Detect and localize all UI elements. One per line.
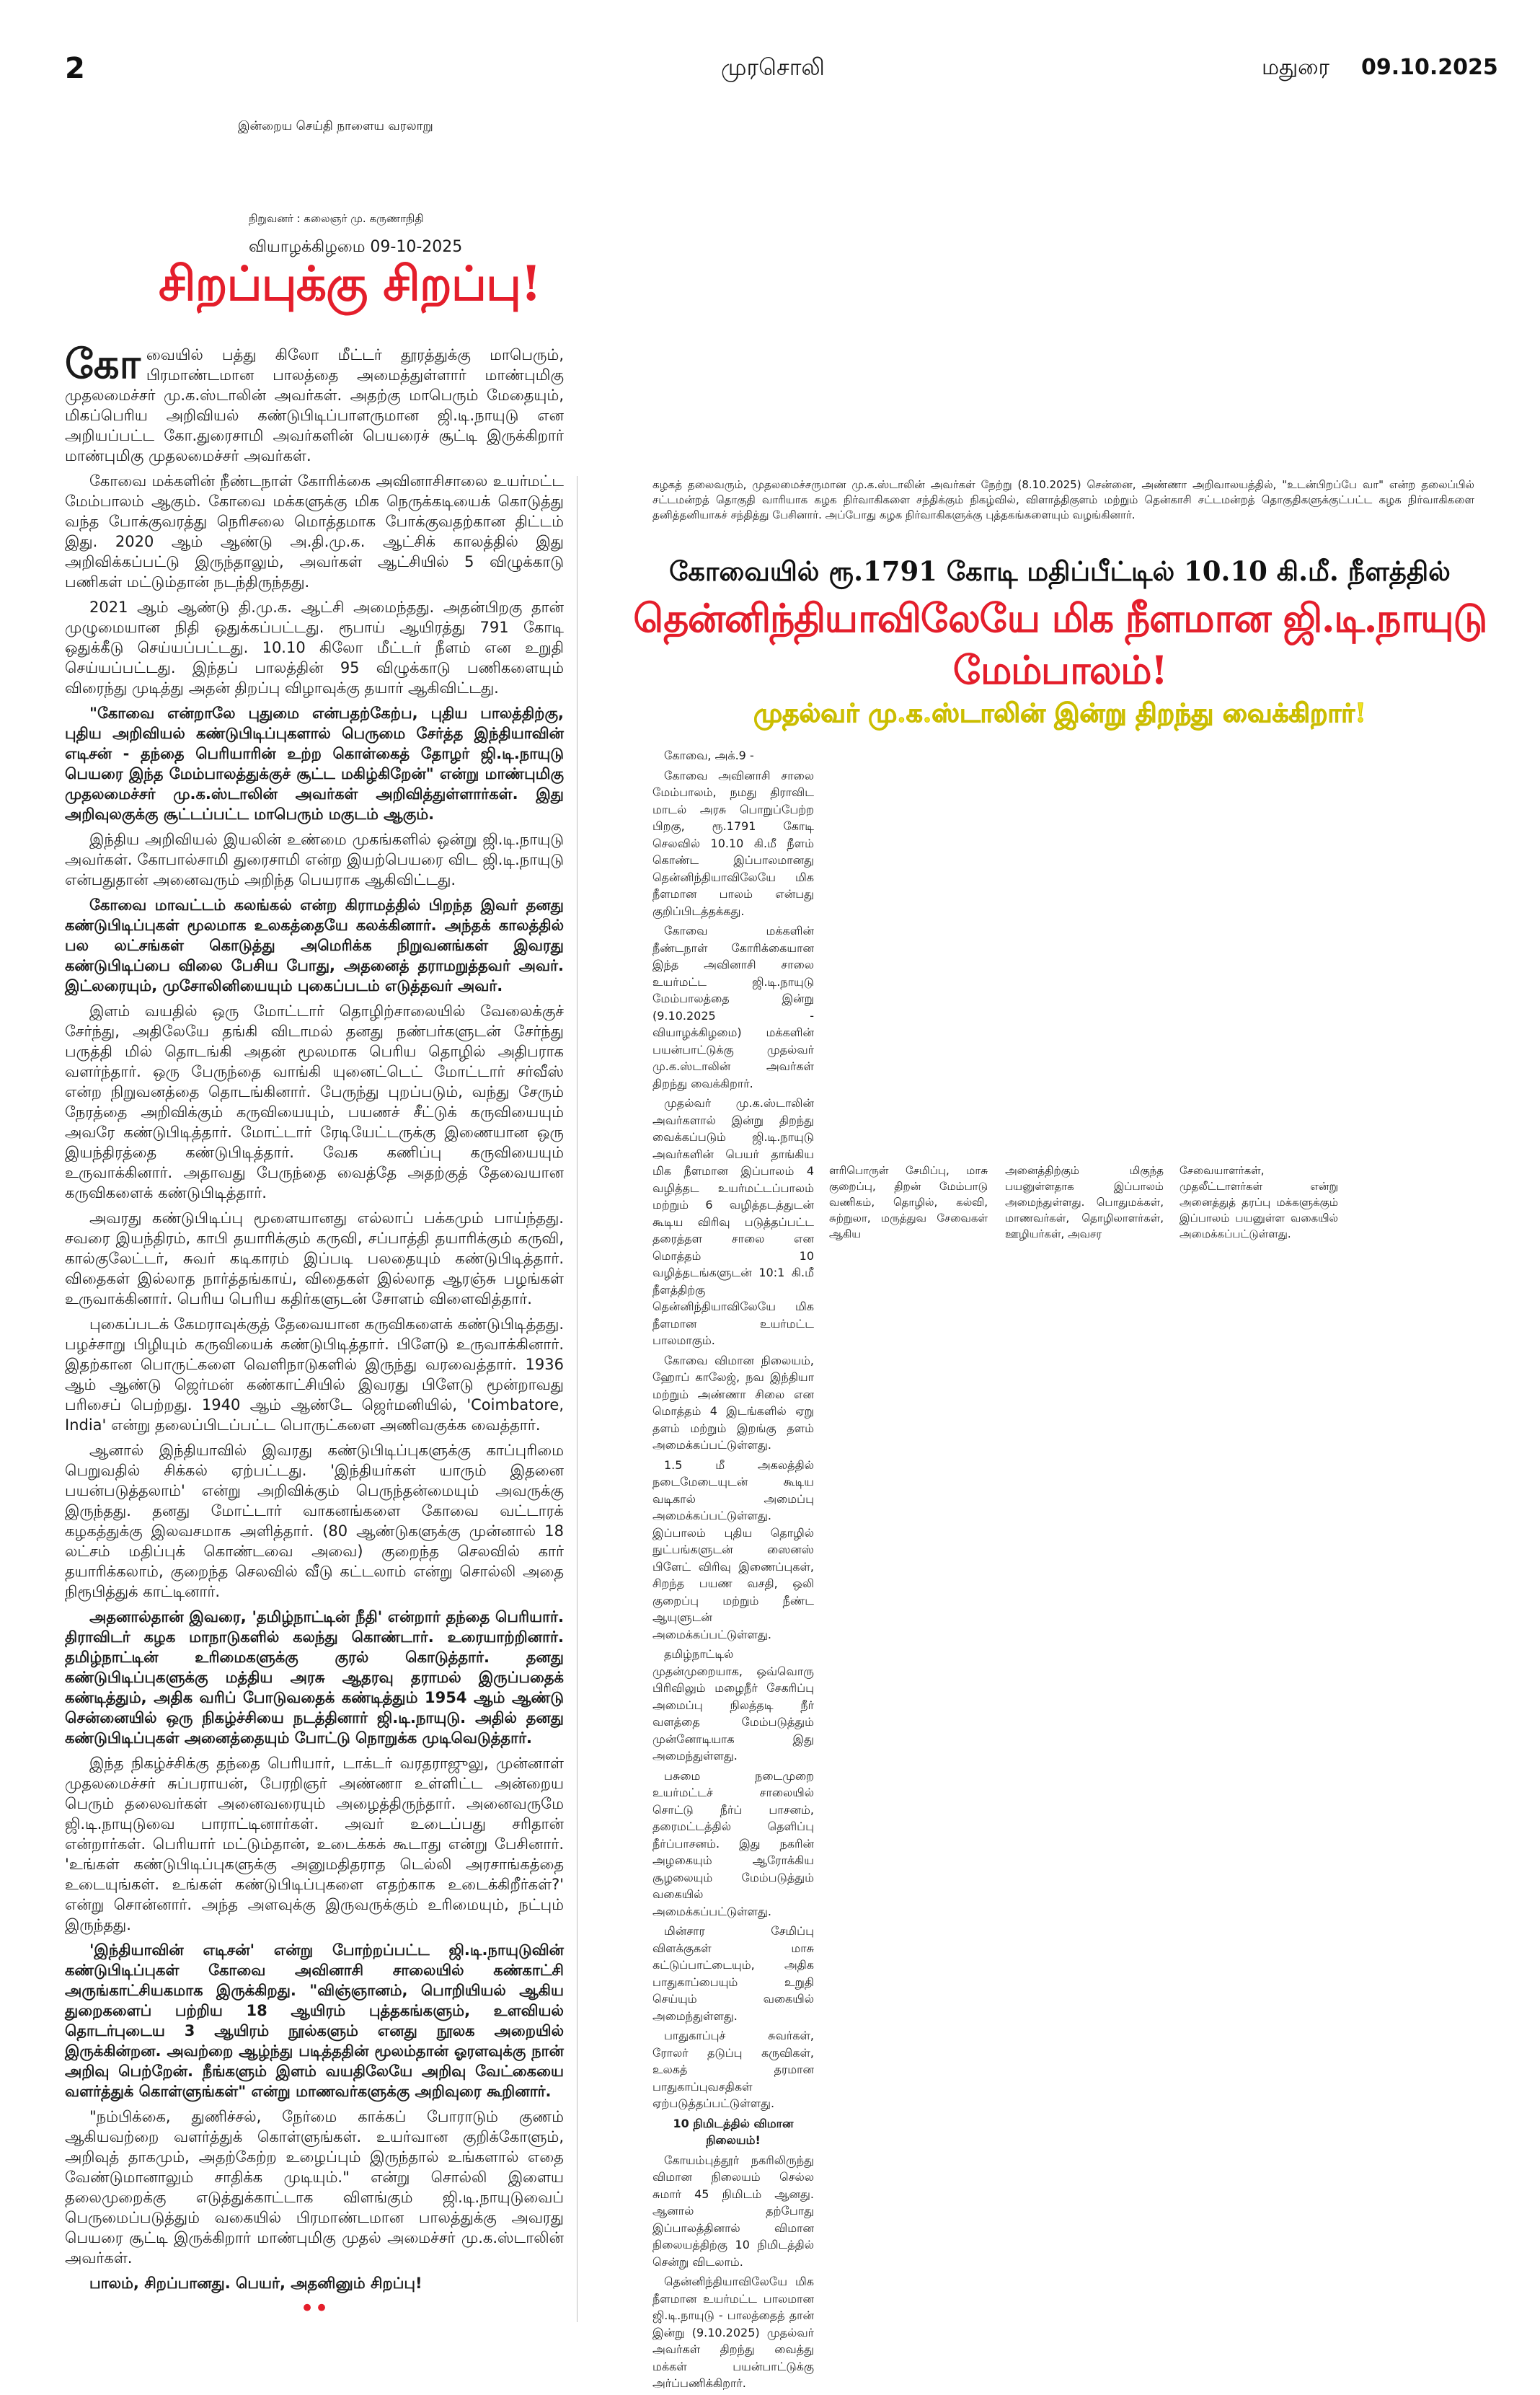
dropcap: கோ — [65, 341, 141, 388]
news-column-paragraph: 1.5 மீ அகலத்தில் நடைமேடையுடன் கூடிய வடிகால் அமைப்பு அமைக்கப்பட்டுள்ளது. இப்பாலம் புதிய தொழில் நுட்பங்களுடன் ஸைனஸ் பிளேட் விரிவு இணைப்புகள், சிறந்த பயண வசதி, ஒலி குறைப்பு மற்றும் நீண்ட ஆயுளுடன் அமைக்கப்பட்டுள்ளது. — [652, 1457, 814, 1641]
short-col-1: ளரிபொருள் சேமிப்பு, மாசு குறைப்பு, திறன் மேம்பாடு வணிகம், தொழில், கல்வி, சுற்றுலா, மருத்துவ சேவைகள் ஆகிய — [829, 1164, 988, 1240]
editorial-paragraph: "நம்பிக்கை, துணிச்சல், நேர்மை காக்கப் போராடும் குணம் ஆகியவற்றை வளர்த்துக் கொள்ளுங்கள். உயர்வான குறிக்கோளும், அறிவுத் தாகமும், அதற்கேற்ற உழைப்பும் இருந்தால் உங்களால் எதை வேண்டுமானாலும் சாதிக்க முடியும்." என்று சொல்லி இளைய தலைமுறைக்கு எடுத்துக்காட்டாக விளங்கும் ஜி.டி.நாயுடுவைப் பெருமைப்படுத்தும் வகையில் பிரமாண்டமான பாலத்துக்கு அவரது பெயரை சூட்டி இருக்கிறார் மாண்புமிகு முதல் அமைச்சர் மு.க.ஸ்டாலின் அவர்கள். — [65, 2108, 564, 2267]
founder-line: நிறுவனர் : கலைஞர் மு. கருணாநிதி — [249, 212, 424, 225]
tagline: இன்றைய செய்தி நாளைய வரலாறு — [238, 119, 433, 133]
news-column-paragraph: கோவை மக்களின் நீண்டநாள் கோரிக்கையான இந்த அவினாசி சாலை உயர்மட்ட ஜி.டி.நாயுடு மேம்பாலத்தை இன்று (9.10.2025 - வியாழக்கிழமை) மக்களின் பயன்பாட்டுக்கு முதல்வர் மு.க.ஸ்டாலின் அவர்கள் திறந்து வைக்கிறார். — [652, 924, 814, 1090]
editorial-first-paragraph — [65, 341, 564, 466]
column-divider — [577, 476, 578, 2322]
editorial-paragraph: ஆனால் இந்தியாவில் இவரது கண்டுபிடிப்புகளுக்கு காப்புரிமை பெறுவதில் சிக்கல் ஏற்பட்டது. 'இந்தியர்கள் யாரும் இதனை பயன்படுத்தலாம்' என்று அறிவிக்கும் பெருந்தன்மையும் அவருக்கு இருந்தது. தனது மோட்டார் வாகனங்களை கோவை வட்டாரக் கழகத்துக்கு இலவசமாக அளித்தார். (80 ஆண்டுகளுக்கு முன்னால் 18 லட்சம் மதிப்புக் கொண்டவை அவை) குறைந்த செலவில் கார் தயாரிக்கலாம், குறைந்த செலவில் வீடு கட்டலாம் என்று சொல்லி அதை நிரூபித்துக் காட்டினார். — [65, 1442, 564, 1600]
news-column-paragraph: பாதுகாப்புச் சுவர்கள், ரோலர் தடுப்பு கருவிகள், உலகத் தரமான பாதுகாப்புவசதிகள் ஏற்படுத்தப்பட்டுள்ளது. — [652, 2029, 814, 2110]
news-column-paragraph: பசுமை நடைமுறை உயர்மட்டச் சாலையில் சொட்டு நீர்ப் பாசனம், தரைமட்டத்தில் தெளிப்பு நீர்ப்பாசனம். இது நகரின் அழகையும் ஆரோக்கிய சூழலையும் மேம்படுத்தும் வகையில் அமைக்கப்பட்டுள்ளது. — [652, 1768, 814, 1918]
editorial-paragraph: "கோவை என்றாலே புதுமை என்பதற்கேற்ப, புதிய பாலத்திற்கு, புதிய அறிவியல் கண்டுபிடிப்புகளால் பெருமை சேர்த்த இந்தியாவின் எடிசன் - தந்தை பெரியாரின் உற்ற கொள்கைத் தோழர் ஜி.டி.நாயுடு பெயரை இந்த மேம்பாலத்துக்குச் சூட்ட மகிழ்கிறேன்" என்று மாண்புமிகு முதலமைச்சர் மு.க.ஸ்டாலின் அவர்கள் அறிவித்துள்ளார்கள். இது அறிவுலகுக்கு சூட்டப்பட்ட மாபெரும் மகுடம் ஆகும். — [65, 705, 564, 823]
editorial-paragraph: கோவை மாவட்டம் கலங்கல் என்ற கிராமத்தில் பிறந்த இவர் தனது கண்டுபிடிப்புகள் மூலமாக உலகத்தையே கலக்கினார். அந்தக் காலத்தில் பல லட்சங்கள் கொடுத்து அமெரிக்க நிறுவனங்கள் இவரது கண்டுபிடிப்பை விலை பேசிய போது, அதனைத் தராமறுத்தவர் அவர். இட்லரையும், முசோலினியையும் புகைப்படம் எடுத்தவர் அவர். — [65, 896, 564, 994]
news-column-paragraph: மின்சார சேமிப்பு விளக்குகள் மாசு கட்டுப்பாட்டையும், அதிக பாதுகாப்பையும் உறுதி செய்யும் வகையில் அமைந்துள்ளது. — [652, 1924, 814, 2023]
paper-name: முரசொலி — [721, 53, 825, 81]
editorial-paragraph: இந்திய அறிவியல் இயலின் உண்மை முகங்களில் ஒன்று ஜி.டி.நாயுடு அவர்கள். கோபால்சாமி துரைசாமி என்ற இயற்பெயரை விட ஜி.டி.நாயுடு என்பதுதான் அனைவரும் அறிந்த பெயராக ஆகிவிட்டது. — [65, 831, 564, 888]
news-column-subheading: 10 நிமிடத்தில் விமான நிலையம்! — [673, 2116, 794, 2147]
news-subhead: முதல்வர் மு.க.ஸ்டாலின் இன்று திறந்து வைக்கிறார்! — [753, 698, 1366, 728]
news-column-paragraph: கோவை, அக்.9 - — [664, 749, 754, 762]
issue-date: 09.10.2025 — [1361, 55, 1498, 80]
news-column-paragraph: கோவை விமான நிலையம், ஹோப் காலேஜ், நவ இந்தியா மற்றும் அண்ணா சிலை என மொத்தம் 4 இடங்களில் ஏறு தளம் மற்றும் இறங்கு தளம் அமைக்கப்பட்டுள்ளது. — [652, 1353, 814, 1452]
editorial-dateline: வியாழக்கிழமை 09-10-2025 — [249, 238, 463, 256]
editorial-body — [65, 341, 564, 2323]
page-number: 2 — [65, 52, 85, 85]
editorial-paragraph: கோவை மக்களின் நீண்டநாள் கோரிக்கை அவினாசிசாலை உயர்மட்ட மேம்பாலம் ஆகும். கோவை மக்களுக்கு மிக நெருக்கடியைக் கொடுத்து வந்த போக்குவரத்து நெரிசலை மொத்தமாக போக்குவதற்கான திட்டம் இது. 2020 ஆம் ஆண்டு அ.தி.மு.க. ஆட்சிக் காலத்தில் இது அறிவிக்கப்பட்டு இருந்தாலும், அவர்கள் ஆட்சியில் 5 விழுக்காடு பணிகள் மட்டும்தான் நடந்திருந்தது. — [65, 472, 564, 591]
news-column-paragraph: தென்னிந்தியாவிலேயே மிக நீளமான உயர்மட்ட பாலமான ஜி.டி.நாயுடு - பாலத்தைத் தான் இன்று (9.10.2025) முதல்வர் அவர்கள் திறந்து வைத்து மக்கள் பயன்பாட்டுக்கு அர்ப்பணிக்கிறார். — [652, 2275, 814, 2390]
news-column-paragraph: முதல்வர் மு.க.ஸ்டாலின் அவர்களால் இன்று திறந்து வைக்கப்படும் ஜி.டி.நாயுடு அவர்களின் பெயர் தாங்கிய மிக நீளமான இப்பாலம் 4 வழித்தட உயர்மட்டப்பாலம் மற்றும் 6 வழித்தடத்துடன் கூடிய விரிவு படுத்தப்பட்ட தரைத்தள சாலை என மொத்தம் 10 வழித்தடங்களுடன் 10:1 கி.மீ நீளத்திற்கு தென்னிந்தியாவிலேயே மிக நீளமான உயர்மட்ட பாலமாகும். — [652, 1096, 814, 1347]
short-col-3: சேவையாளர்கள், முதலீட்டாளர்கள் என்று அனைத்துத் தரப்பு மக்களுக்கும் இப்பாலம் பயனுள்ள வகையில் அமைக்கப்பட்டுள்ளது. — [1180, 1164, 1338, 1240]
editorial-paragraph: அவரது கண்டுபிடிப்பு மூளையானது எல்லாப் பக்கமும் பாய்ந்தது. சவரை இயந்திரம், காபி தயாரிக்கும் கருவி, சப்பாத்தி தயாரிக்கும் கருவி, கால்குலேட்டர், சுவர் கடிகாரம் இப்படி பலதையும் கண்டுபிடித்தார். விதைகள் இல்லாத நார்த்தங்காய், விதைகள் இல்லாத ஆரஞ்சு பழங்கள் உருவாக்கினார். பெரிய பெரிய கதிர்களுடன் சோளம் விளைவித்தார். — [65, 1209, 564, 1307]
news-column-paragraph: கோயம்புத்தூர் நகரிலிருந்து விமான நிலையம் செல்ல சுமார் 45 நிமிடம் ஆனது. ஆனால் தற்போது இப்பாலத்தினால் விமான நிலையத்திற்கு 10 நிமிடத்தில் சென்று விடலாம். — [652, 2153, 814, 2269]
editorial-paragraph: இந்த நிகழ்ச்சிக்கு தந்தை பெரியார், டாக்டர் வரதராஜுலு, முன்னாள் முதலமைச்சர் சுப்பராயன், பேரறிஞர் அண்ணா உள்ளிட்ட அன்றைய பெரும் தலைவர்கள் அனைவரையும் அழைத்திருந்தார். அனைவருமே ஜி.டி.நாயுடுவை பாராட்டினார்கள். அவர் உடைப்பது சரிதான் என்றார்கள். பெரியார் மட்டும்தான், உடைக்கக் கூடாது என்று பேசினார். 'உங்கள் கண்டுபிடிப்புகளுக்கு அனுமதிதராத டெல்லி அரசாங்கத்தை உடையுங்கள். உங்கள் கண்டுபிடிப்புகளை எதற்காக உடைக்கிறீர்கள்?' என்று சொன்னார். அந்த அளவுக்கு இருவருக்கும் உரிமையும், நட்பும் இருந்தது. — [65, 1755, 564, 1933]
editorial-paragraph: 2021 ஆம் ஆண்டு தி.மு.க. ஆட்சி அமைந்தது. அதன்பிறகு தான் முழுமையான நிதி ஒதுக்கப்பட்டது. ரூபாய் ஆயிரத்து 791 கோடி ஒதுக்கீடு செய்யப்பட்டது. 10.10 கிலோ மீட்டர் நீளம் என உறுதி செய்யப்பட்டது. இந்தப் பாலத்தின் 95 விழுக்காடு பணிகளையும் விரைந்து முடித்து அதன் திறப்பு விழாவுக்கு தயார் ஆகிவிட்டது. — [65, 599, 564, 697]
editorial-paragraph: புகைப்படக் கேமராவுக்குத் தேவையான கருவிகளைக் கண்டுபிடித்தது. பழச்சாறு பிழியும் கருவியைக் கண்டுபிடித்தார். பிளேடு உருவாக்கினார். இதற்கான பொருட்களை வெளிநாடுகளில் இருந்து வரவைத்தார். 1936 ஆம் ஆண்டு ஜெர்மன் கண்காட்சியில் இவரது பிளேடு மூன்றாவது பரிசைப் பெற்றது. 1940 ஆம் ஆண்டே ஜெர்மனியில், 'Coimbatore, India' என்று தலைப்பிடப்பட்ட பொருட்களை அணிவகுக்க வைத்தார். — [65, 1315, 564, 1434]
first-paragraph-text: வையில் பத்து கிலோ மீட்டர் தூரத்துக்கு மாபெரும், பிரமாண்டமான பாலத்தை அமைத்துள்ளார் மாண்புமிகு முதலமைச்சர் மு.க.ஸ்டாலின் அவர்கள். அதற்கு மாபெரும் மேதையும், மிகப்பெரிய அறிவியல் கண்டுபிடிப்பாளருமான ஜி.டி.நாயுடு என அறியப்பட்ட கோ.துரைசாமி அவர்களின் பெயரைச் சூட்டி இருக்கிறார் மாண்புமிகு முதலமைச்சர் அவர்கள். — [65, 346, 564, 464]
editorial-paragraph: இளம் வயதில் ஒரு மோட்டார் தொழிற்சாலையில் வேலைக்குச் சேர்ந்து, அதிலேயே தங்கி விடாமல் தனது நண்பர்களுடன் சேர்ந்து பருத்தி மில் தொடங்கி அதன் மூலமாக பெரிய தொழில் அதிபராக வளர்ந்தார். ஒரு பேருந்தை வாங்கி யுனைட்டெட் மோட்டார் சர்வீஸ் என்ற நிறுவனத்தை தொடங்கினார். பேருந்து புறப்படும், வந்து சேரும் நேரத்தை அறிவிக்கும் கருவியையும், பயணச் சீட்டுக் கருவியையும் அவரே கண்டுபிடித்தார். மோட்டார் ரேடியேட்டருக்கு இணையான ஒரு இயந்திரத்தை கண்டுபிடித்தார். வேக கணிப்பு கருவியையும் உருவாக்கினார். அதாவது பேருந்தை வைத்தே அதற்குத் தேவையான கருவிகளைக் கண்டுபிடித்தார். — [65, 1002, 564, 1201]
news-column — [652, 747, 814, 2395]
news-column-paragraph: கோவை அவினாசி சாலை மேம்பாலம், நமது திராவிட மாடல் அரசு பொறுப்பேற்ற பிறகு, ரூ.1791 கோடி செலவில் 10.10 கி.மீ நீளம் கொண்ட இப்பாலமானது தென்னிந்தியாவிலேயே மிக நீளமான பாலம் என்பது குறிப்பிடத்தக்கது. — [652, 768, 814, 918]
end-mark: •• — [299, 2294, 329, 2323]
short-col-2: அனைத்திற்கும் மிகுந்த பயனுள்ளதாக இப்பாலம் அமைந்துள்ளது. பொதுமக்கள், மாணவர்கள், தொழிலாளர்கள், ஊழியர்கள், அவசர — [1005, 1164, 1164, 1240]
editorial-paragraph: பாலம், சிறப்பானது. பெயர், அதனினும் சிறப்பு! — [89, 2275, 422, 2292]
editorial-paragraph: அதனால்தான் இவரை, 'தமிழ்நாட்டின் நீதி' என்றார் தந்தை பெரியார். திராவிடர் கழக மாநாடுகளில் கலந்து கொண்டார். உரையாற்றினார். தமிழ்நாட்டின் உரிமைகளுக்கு குரல் கொடுத்தார். தனது கண்டுபிடிப்புகளுக்கு மத்திய அரசு ஆதரவு தராமல் இருப்பதைக் கண்டித்தும், அதிக வரிப் போடுவதைக் கண்டித்தும் 1954 ஆம் ஆண்டு சென்னையில் ஒரு நிகழ்ச்சியை நடத்தினார் ஜி.டி.நாயுடு. அதில் தனது கண்டுபிடிப்புகள் அனைத்தையும் போட்டு நொறுக்க முடிவெடுத்தார். — [65, 1608, 564, 1747]
news-column-paragraph: தமிழ்நாட்டில் முதன்முறையாக, ஒவ்வொரு பிரிவிலும் மழைநீர் சேகரிப்பு அமைப்பு நிலத்தடி நீர் வளத்தை மேம்படுத்தும் முன்னோடியாக இது அமைந்துள்ளது. — [652, 1647, 814, 1763]
news-kicker: கோவையில் ரூ.1791 கோடி மதிப்பீட்டில் 10.10 கி.மீ. நீளத்தில் — [669, 555, 1451, 587]
photo-caption: கழகத் தலைவரும், முதலமைச்சருமான மு.க.ஸ்டாலின் அவர்கள் நேற்று (8.10.2025) சென்னை, அண்ணா அறிவாலயத்தில், "உடன்பிறப்பே வா" என்ற தலைப்பில் சட்டமன்றத் தொகுதி வாரியாக கழக நிர்வாகிகளை சந்திக்கும் நிகழ்வில், விளாத்திகுளம் மற்றும் தென்காசி சட்டமன்றத் தொகுதிகளுக்குட்பட்ட கழக நிர்வாகிகளை தனித்தனியாகச் சந்தித்து பேசினார். அப்போது கழக நிர்வாகிகளுக்கு புத்தகங்களையும் வழங்கினார். — [652, 478, 1474, 521]
editorial-paragraphs — [65, 471, 564, 2293]
city-name: மதுரை — [1262, 55, 1330, 80]
editorial-headline: சிறப்புக்கு சிறப்பு! — [158, 255, 541, 312]
editorial-paragraph: 'இந்தியாவின் எடிசன்' என்று போற்றப்பட்ட ஜி.டி.நாயுடுவின் கண்டுபிடிப்புகள் கோவை அவினாசி சாலையில் கண்காட்சி அருங்காட்சியகமாக இருக்கிறது. "விஞ்ஞானம், பொறியியல் ஆகிய துறைகளைப் பற்றிய 18 ஆயிரம் புத்தகங்களும், உளவியல் தொடர்புடைய 3 ஆயிரம் நூல்களும் எனது நூலக அறையில் இருக்கின்றன. அவற்றை ஆழ்ந்து படித்ததின் மூலம்தான் ஓரளவுக்கு நான் அறிவு பெற்றேன். நீங்களும் இளம் வயதிலேயே அறிவு வேட்கையை வளர்த்துக் கொள்ளுங்கள்" என்று மாணவர்களுக்கு அறிவுரை கூறினார். — [65, 1941, 564, 2100]
news-headline: தென்னிந்தியாவிலேயே மிக நீளமான ஜி.டி.நாயுடு மேம்பாலம்! — [633, 595, 1487, 693]
